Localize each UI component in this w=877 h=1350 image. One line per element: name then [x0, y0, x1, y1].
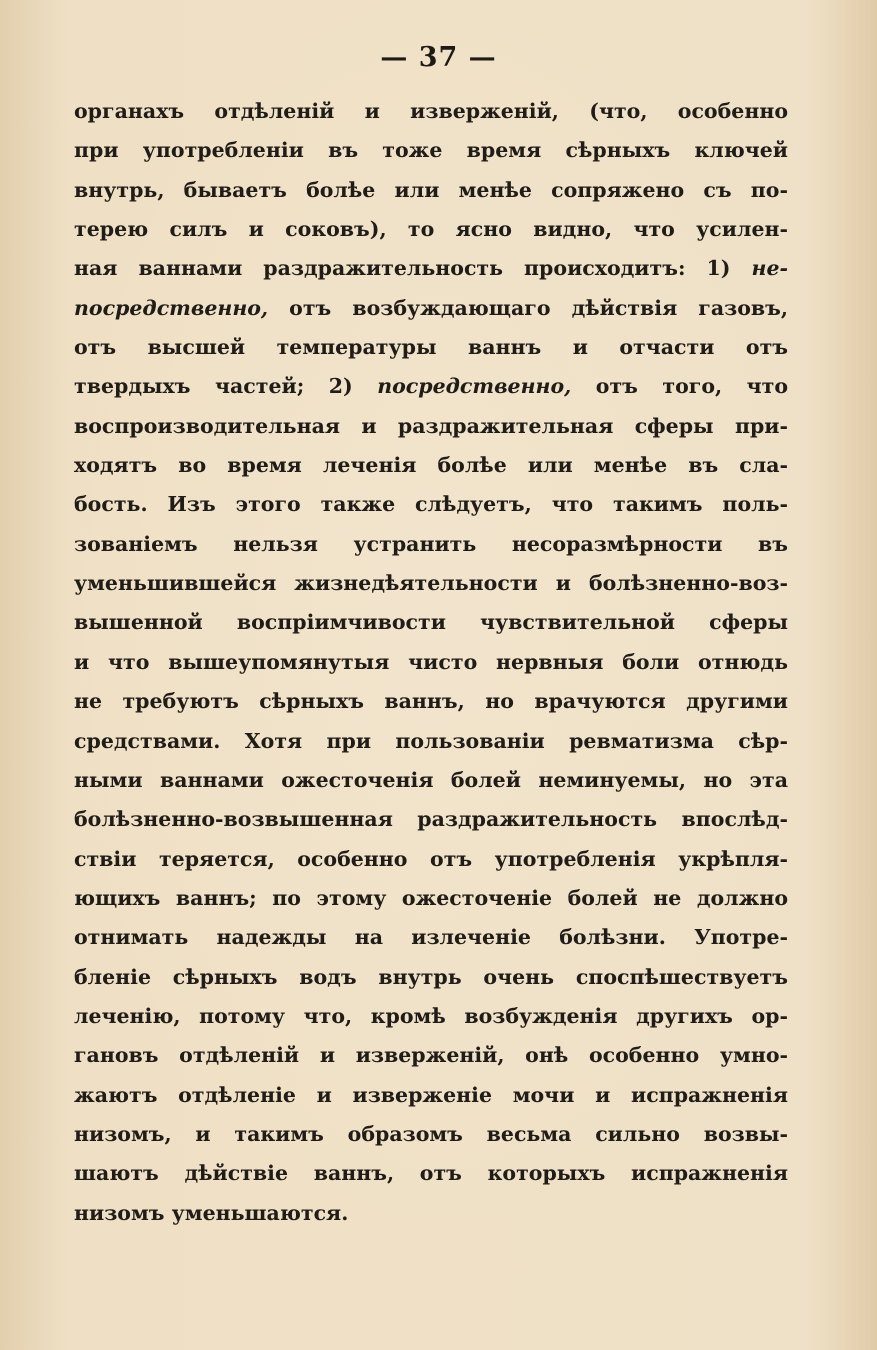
text-line: бленіе сѣрныхъ водъ внутрь очень споспѣшествуетъ — [74, 964, 788, 989]
text-line: внутрь, бываетъ болѣе или менѣе сопряжено съ по- — [74, 177, 788, 202]
text-line: гановъ отдѣленій и изверженій, онѣ особенно умно- — [74, 1043, 788, 1068]
text-line: зованіемъ нельзя устранить несоразмѣрности въ — [74, 531, 788, 556]
text-line: не требуютъ сѣрныхъ ваннъ, но врачуются другими — [74, 689, 788, 714]
text-line: болѣзненно-возвышенная раздражительность впослѣд- — [74, 807, 788, 832]
text-line: ствіи теряется, особенно отъ употребленія укрѣпля- — [74, 846, 788, 871]
text-line: низомъ, и такимъ образомъ весьма сильно возвы- — [74, 1121, 788, 1146]
body-text — [74, 92, 788, 1233]
text-line: ными ваннами ожесточенія болей неминуемы, но эта — [74, 767, 788, 792]
text-line: ходятъ во время леченія болѣе или менѣе въ сла- — [74, 453, 788, 478]
italic-text: посредственно, — [74, 295, 269, 320]
text-line: вышенной воспріимчивости чувствительной сферы — [74, 610, 788, 635]
italic-text: посредственно, — [377, 374, 572, 399]
text-line: отнимать надежды на излеченіе болѣзни. Употре- — [74, 925, 788, 950]
text-line: уменьшившейся жизнедѣятельности и болѣзненно-воз- — [74, 571, 788, 596]
text-line: средствами. Хотя при пользованіи ревматизма сѣр- — [74, 728, 788, 753]
text-line: жаютъ отдѣленіе и изверженіе мочи и испражненія — [74, 1082, 788, 1107]
text-line: леченію, потому что, кромѣ возбужденія другихъ ор- — [74, 1003, 788, 1028]
text-line: и что вышеупомянутыя чисто нервныя боли отнюдь — [74, 649, 788, 674]
text-line: воспроизводительная и раздражительная сферы при- — [74, 413, 788, 438]
text-line: твердыхъ частей; 2) посредственно, отъ того, что — [74, 374, 788, 399]
text-line: ющихъ ваннъ; по этому ожесточеніе болей не должно — [74, 885, 788, 910]
text-line: отъ высшей температуры ваннъ и отчасти отъ — [74, 335, 788, 360]
text-line: посредственно, отъ возбуждающаго дѣйствія газовъ, — [74, 295, 788, 320]
text-line: ная ваннами раздражительность происходитъ: 1) не- — [74, 256, 788, 281]
text-line: низомъ уменьшаются. — [74, 1200, 349, 1225]
text-line: органахъ отдѣленій и изверженій, (что, особенно — [74, 99, 788, 123]
text-line: терею силъ и соковъ), то ясно видно, что усилен- — [74, 217, 788, 242]
text-line: бость. Изъ этого также слѣдуетъ, что такимъ поль- — [74, 492, 788, 517]
text-line: при употребленіи въ тоже время сѣрныхъ ключей — [74, 138, 788, 163]
page-number: — 37 — — [380, 42, 497, 73]
text-line: шаютъ дѣйствіе ваннъ, отъ которыхъ испражненія — [74, 1161, 788, 1186]
italic-text: не- — [751, 256, 788, 281]
